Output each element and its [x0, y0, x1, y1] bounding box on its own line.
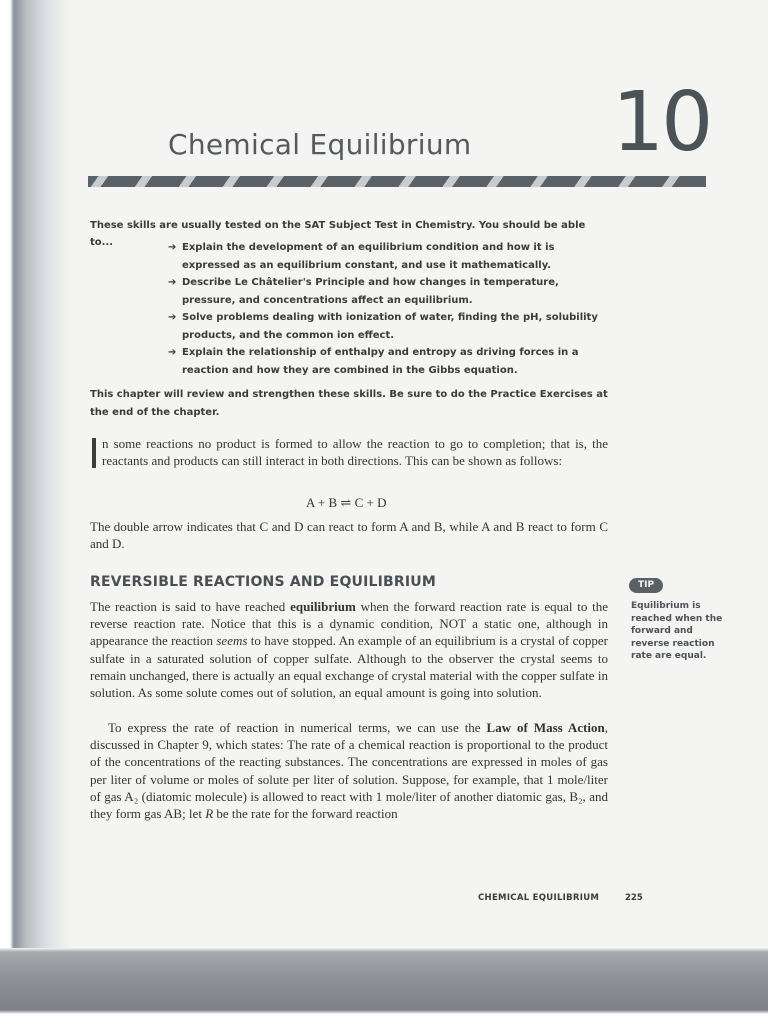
drop-cap-i — [92, 438, 96, 468]
running-head: CHEMICAL EQUILIBRIUM — [478, 893, 600, 903]
opening-paragraph — [90, 435, 608, 469]
tip-badge: TIP — [629, 578, 663, 593]
chapter-title: Chemical Equilibrium — [168, 128, 472, 161]
emphasis-seems: seems — [216, 633, 248, 649]
skill-item — [168, 344, 610, 379]
equilibrium-paragraph — [90, 598, 608, 701]
page-number: 225 — [625, 893, 643, 903]
paragraph-text: when the forward reaction rate is equal to the reverse reaction rate. Notice that this is a dynamic condition, NOT a static one, although in appearance the reaction — [90, 599, 608, 649]
arrow-icon: ➔ — [168, 277, 177, 288]
chapter-number: 10 — [612, 75, 711, 170]
paragraph-text: , discussed in Chapter 9, which states: The rate of a chemical reaction is proportional to the product of the concentrations of the reacting substances. The concentrations are expressed in moles of gas per liter of volume or moles of solute per liter of solution. Suppose, for example, that 1 mole/liter of gas A₂ (diatomic molecule) is allowed to react with 1 mole/liter of another diatomic gas, B₂, and they form gas AB; let — [90, 720, 609, 822]
tip-text: Equilibrium is reached when the forward and reverse reaction rate are equal. — [631, 601, 723, 661]
skill-text: Solve problems dealing with ionization of water, finding the pH, solubility products, and the common ion effect. — [182, 312, 598, 341]
paragraph-text: be the rate for the forward reaction — [213, 806, 398, 822]
double-arrow-paragraph: The double arrow indicates that C and D can react to form A and B, while A and B react to form C and D. — [90, 519, 608, 552]
scan-bottom-edge — [0, 948, 768, 1024]
opening-paragraph-text: n some reactions no product is formed to allow the reaction to go to completion; that is, the reactants and products can still interact in both directions. This can be shown as follows: — [102, 436, 608, 469]
equation-text: A + B ⇌ C + D — [306, 495, 387, 510]
key-term-equilibrium: equilibrium — [290, 599, 356, 614]
arrow-icon: ➔ — [168, 242, 177, 253]
skills-list — [168, 239, 610, 379]
key-term-law-of-mass-action: Law of Mass Action — [486, 720, 605, 735]
skill-text: Explain the development of an equilibrium condition and how it is expressed as an equilibrium constant, and use it mathematically. — [182, 242, 555, 271]
arrow-icon: ➔ — [168, 312, 177, 323]
arrow-icon: ➔ — [168, 347, 177, 358]
paragraph-text: to have stopped. An example of an equilibrium is a crystal of copper sulfate in a saturated solution of copper sulfate. Although to the observer the crystal seems to remain unchanged, there is actually an equal exchange of crystal material with the copper sulfate in solution. As some solute comes out of solution, an equal amount is going into solution. — [90, 633, 608, 701]
skill-text: Explain the relationship of enthalpy and entropy as driving forces in a reaction and how they are combined in the Gibbs equation. — [182, 347, 579, 376]
skills-outro: This chapter will review and strengthen these skills. Be sure to do the Practice Exercises at the end of the chapter. — [90, 389, 608, 418]
mass-action-paragraph — [90, 719, 608, 822]
paragraph-text: The reaction is said to have reached — [90, 599, 291, 614]
section-heading: REVERSIBLE REACTIONS AND EQUILIBRIUM — [90, 574, 437, 590]
book-spine-shadow — [0, 0, 74, 1024]
skill-item — [168, 274, 610, 309]
skill-text: Describe Le Châtelier's Principle and how changes in temperature, pressure, and concentrations affect an equilibrium. — [182, 277, 559, 306]
decorative-stripe — [88, 176, 706, 187]
variable-r: R — [205, 806, 214, 822]
skill-item — [168, 309, 610, 344]
skills-intro: These skills are usually tested on the SAT Subject Test in Chemistry. You should be able to... — [90, 220, 586, 248]
paragraph-text: To express the rate of reaction in numerical terms, we can use the — [108, 720, 487, 735]
skill-item — [168, 239, 610, 274]
